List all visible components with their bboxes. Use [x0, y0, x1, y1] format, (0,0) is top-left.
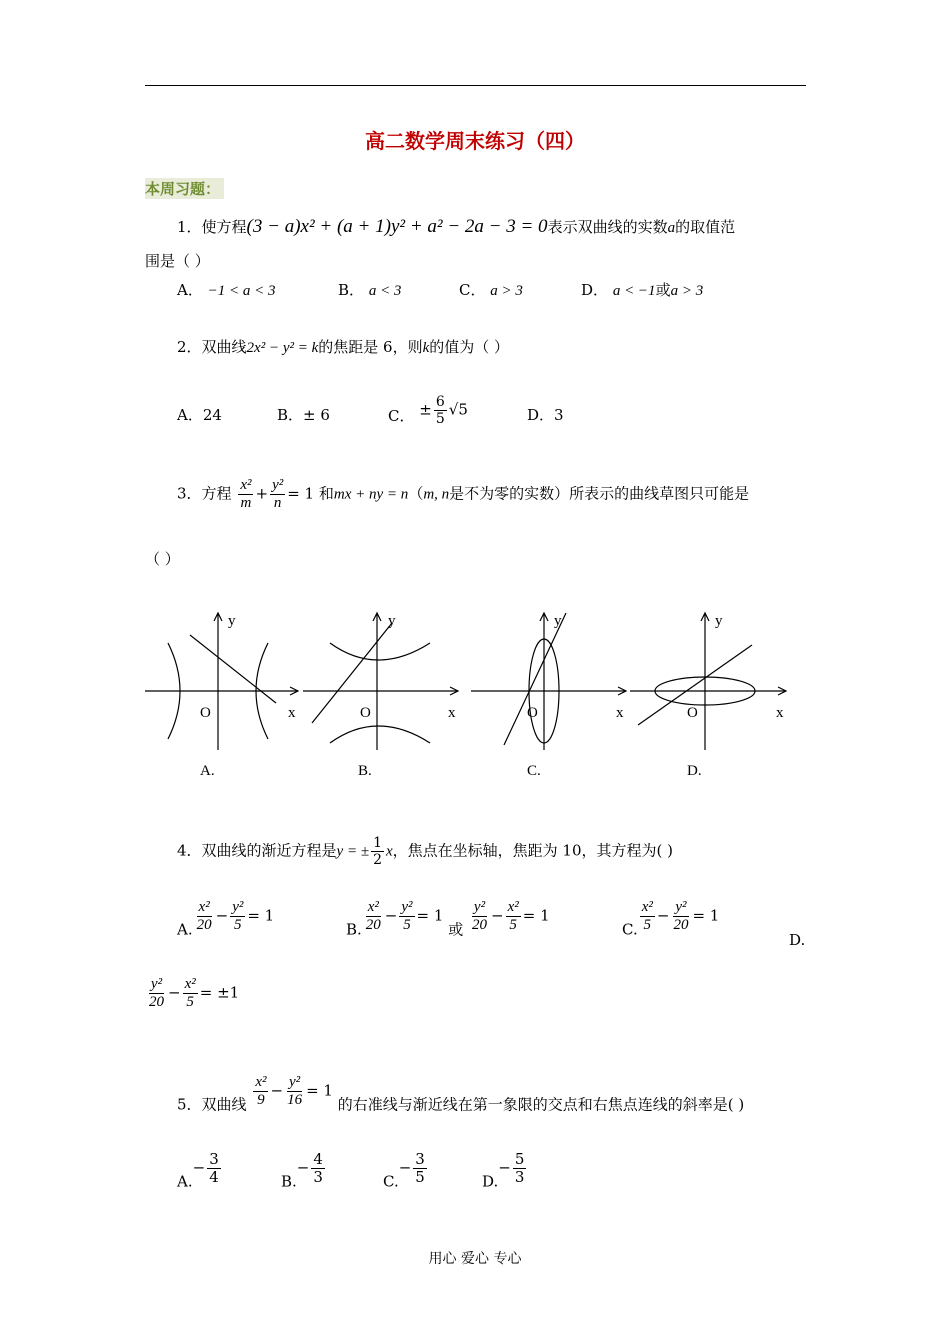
q1-option-d: [581, 280, 703, 301]
q3-equation2: mx + ny = n: [333, 486, 409, 503]
q2-suffix: 的值为（ ）: [429, 338, 510, 356]
q4-a-d2: 5: [234, 917, 242, 933]
q1-option-d-join: 或: [655, 281, 671, 299]
q4-c-frac1: [640, 900, 655, 933]
q5-option-c: [383, 1152, 429, 1192]
q4-b-d4: 5: [509, 917, 517, 933]
q5-option-d-frac: [513, 1152, 527, 1185]
q4-b-d2: 5: [403, 917, 411, 933]
q4-b-n4: x²: [507, 899, 519, 915]
q1-option-d-value2: a > 3: [670, 283, 704, 299]
q1-var: a: [667, 220, 676, 236]
q4-b-frac2: [399, 900, 414, 933]
q5-prefix: 5．双曲线: [177, 1095, 247, 1114]
q4-eq-frac: [371, 836, 384, 867]
graph-a-line: [190, 635, 276, 703]
q4-b-d3: 20: [472, 917, 487, 933]
q1-option-c-value: a > 3: [490, 283, 523, 299]
q4-a-n1: x²: [198, 899, 210, 915]
q3-paren-open: （: [408, 484, 424, 503]
graph-c: [471, 613, 626, 750]
q4-eq-right: x: [385, 843, 393, 860]
q4-c-d1: 5: [643, 917, 652, 933]
q2-var: k: [422, 340, 430, 356]
q5-option-c-label: C.: [383, 1172, 399, 1191]
q5-option-a-sign: −: [192, 1158, 206, 1177]
q4-b-n1: x²: [367, 899, 379, 915]
q4-b-or: 或: [448, 920, 464, 939]
q4-option-d: $\frac{\text{y²}}{20}$ − $\frac{\text{x²}}{5}$ = ±1: [149, 976, 240, 1010]
q4-b-frac3: [470, 900, 489, 933]
q3-frac1: [238, 478, 253, 511]
q5-option-a-frac: [207, 1152, 221, 1185]
q3-frac2-den: n: [273, 495, 282, 511]
q2-option-d: [527, 405, 564, 425]
q2-option-c-pm: ±: [419, 400, 432, 419]
q4-c-frac2: [671, 900, 690, 933]
q5-option-a-num: 3: [209, 1150, 219, 1168]
q1-suffix: 表示双曲线的实数: [547, 218, 668, 236]
q2-option-c-fraction: [434, 395, 447, 426]
q4-d-n1: y²: [150, 976, 163, 992]
q5-n1: x²: [255, 1074, 267, 1090]
graph-b-hyperbola-bottom: [330, 726, 430, 743]
q4-a-frac1: [195, 900, 214, 933]
q4-eq-num: 1: [373, 835, 382, 851]
q4-d-n2: x²: [184, 976, 196, 992]
graph-d-x-label: x: [776, 705, 784, 721]
q2-option-a-value: 24: [202, 406, 222, 424]
graph-b-hyperbola-top: [330, 643, 430, 660]
q5-frac2: [285, 1075, 304, 1108]
q3-frac2-num: y²: [272, 477, 284, 493]
q4-option-b-label: B.: [346, 920, 362, 939]
q4-d-d2: 5: [186, 994, 194, 1010]
q4-b-n3: y²: [473, 899, 486, 915]
q5-option-d: [482, 1152, 528, 1192]
q1-option-b: [338, 280, 401, 301]
question-2: [177, 337, 509, 358]
graph-d: [630, 613, 786, 750]
q4-b-rhs2: = 1: [522, 906, 550, 925]
q2-option-c-den: 5: [435, 411, 445, 427]
q1-option-a-label: A．: [177, 281, 203, 299]
page-footer: 用心 爱心 专心: [428, 1251, 522, 1267]
graph-b-origin-label: O: [360, 705, 371, 721]
q4-b-frac4: [506, 900, 521, 933]
graph-c-label: C.: [527, 763, 541, 779]
q4-prefix: 4．双曲线的渐近方程是: [177, 841, 337, 860]
graph-c-y-label: y: [554, 613, 562, 629]
question-3: [177, 478, 749, 511]
q5-option-d-num: 5: [514, 1150, 525, 1168]
q2-option-b: [277, 405, 330, 425]
question-5: 5．双曲线 $\frac{\text{x²}}{9}$ − $\frac{\text{y²}}{16}$ = 1 的右准线与渐近线在第一象限的交点和右焦点连线的斜率是( ): [177, 1074, 745, 1114]
q5-option-c-num: 3: [415, 1150, 425, 1168]
q1-suffix2: 的取值范: [675, 218, 736, 236]
graph-a: [145, 613, 298, 750]
graph-d-origin-label: O: [687, 705, 698, 721]
q3-and: 和: [318, 484, 334, 503]
q4-b-n2: y²: [401, 899, 413, 915]
q4-eq-left: y = ±: [336, 843, 370, 860]
q5-d2: 16: [287, 1092, 303, 1108]
q2-option-b-value: ± 6: [303, 406, 330, 424]
graph-c-x-label: x: [616, 705, 624, 721]
q2-option-c-label: C．: [388, 407, 415, 425]
q4-c-n1: x²: [641, 899, 653, 915]
q2-option-d-value: 3: [554, 406, 564, 424]
graph-a-y-label: y: [228, 613, 236, 629]
question-1-line1: [177, 217, 735, 238]
q1-option-d-value: a < −1: [612, 283, 656, 299]
q1-line2: 围是（ ）: [145, 252, 210, 270]
q5-option-d-sign: −: [498, 1158, 511, 1177]
q5-option-c-sign: −: [398, 1158, 412, 1177]
q4-b-frac1: [364, 900, 383, 933]
q1-option-b-label: B．: [338, 281, 365, 299]
q5-option-b-label: B.: [281, 1172, 297, 1191]
q4-c-rhs: = 1: [692, 906, 720, 925]
q5-suffix: 的右准线与渐近线在第一象限的交点和右焦点连线的斜率是( ): [337, 1095, 745, 1114]
top-rule: [145, 85, 806, 86]
q4-option-b: B. $\frac{\text{x²}}{20}$ − $\frac{\text{y²}}{5}$ = 1 或 $\frac{\text{y²}}{20}$ − $\frac{\text{x²}}{5}$ = 1: [346, 899, 550, 939]
q5-option-a: [177, 1152, 223, 1192]
q3-plus: +: [255, 484, 269, 503]
q3-frac2: [270, 478, 285, 511]
q1-option-d-label: D．: [581, 281, 609, 299]
q5-n2: y²: [288, 1074, 301, 1090]
graph-d-y-label: y: [715, 613, 723, 629]
graph-c-origin-label: O: [527, 705, 538, 721]
q2-option-a: [177, 405, 222, 425]
graph-b-label: B.: [358, 763, 372, 779]
graph-d-label: D.: [687, 763, 702, 779]
q4-suffix: ，焦点在坐标轴，焦距为 10，其方程为( ): [392, 841, 673, 860]
q4-d-frac2: [183, 977, 198, 1010]
q3-prefix: 3．方程: [177, 484, 232, 503]
q4-option-a: A. $\frac{\text{x²}}{20}$ − $\frac{\text{y²}}{5}$ = 1: [177, 899, 275, 939]
q3-graphs: [140, 605, 800, 795]
q2-equation: 2x² − y² = k: [246, 340, 319, 356]
q5-d1: 9: [257, 1092, 265, 1108]
graph-c-line: [504, 613, 566, 745]
q5-option-d-den: 3: [514, 1168, 525, 1186]
q5-option-a-label: A.: [177, 1172, 193, 1191]
q4-option-c-label: C.: [622, 920, 638, 939]
q5-option-c-frac: [413, 1152, 427, 1185]
q1-equation: (3 − a)x² + (a + 1)y² + a² − 2a − 3 = 0: [246, 216, 548, 237]
q2-option-c-root: √5: [448, 400, 468, 419]
q4-d-d1: 20: [149, 994, 164, 1010]
graph-a-origin-label: O: [200, 705, 211, 721]
q5-option-b-sign: −: [296, 1158, 310, 1177]
section-label: 本周习题：: [145, 178, 224, 199]
graph-b-y-label: y: [388, 613, 396, 629]
q2-option-b-label: B．: [277, 406, 304, 424]
q1-option-a-value: −1 < a < 3: [207, 283, 276, 299]
q2-option-c: [388, 386, 468, 426]
q5-option-b-num: 4: [313, 1150, 323, 1168]
q2-option-d-label: D．: [527, 406, 555, 424]
graph-b: [303, 613, 458, 750]
graph-b-line: [312, 623, 392, 723]
q1-option-b-value: a < 3: [368, 283, 402, 299]
q5-option-b-frac: [311, 1152, 325, 1185]
q5-option-a-den: 4: [209, 1168, 219, 1186]
q4-c-n2: y²: [675, 899, 687, 915]
q4-b-d1: 20: [365, 917, 381, 933]
q4-option-c: C. $\frac{\text{x²}}{5}$ − $\frac{\text{y²}}{20}$ = 1: [622, 899, 720, 939]
q4-option-a-label: A.: [177, 920, 193, 939]
q2-middle: 的焦距是 6，则: [318, 338, 423, 356]
graph-a-x-label: x: [288, 705, 296, 721]
q3-frac1-num: x²: [240, 477, 252, 493]
graph-a-label: A.: [200, 763, 215, 779]
q5-option-b-den: 3: [313, 1168, 323, 1186]
page-title: 高二数学周末练习（四）: [365, 129, 585, 153]
q2-option-c-num: 6: [435, 394, 445, 410]
q1-option-c: [459, 280, 523, 301]
q5-option-b: [281, 1152, 327, 1192]
q3-line2: （ ）: [145, 550, 180, 568]
q3-frac1-den: m: [240, 495, 252, 511]
q3-paren-text: 是不为零的实数）所表示的曲线草图只可能是: [449, 484, 750, 503]
question-4: [177, 836, 673, 867]
q5-option-c-den: 5: [415, 1168, 425, 1186]
q4-a-rhs: = 1: [247, 906, 275, 925]
q1-option-c-label: C．: [459, 281, 486, 299]
q4-b-rhs: = 1: [416, 906, 444, 925]
q2-option-a-label: A．: [177, 406, 203, 424]
q4-c-d2: 20: [673, 917, 689, 933]
q4-d-frac1: [147, 977, 166, 1010]
q4-eq-den: 2: [373, 852, 382, 868]
graph-b-x-label: x: [448, 705, 456, 721]
q3-eq-one: = 1: [287, 484, 315, 503]
q5-option-d-label: D.: [482, 1172, 499, 1191]
q1-prefix: 1．使方程: [177, 218, 247, 236]
q4-d-rhs: = ±1: [199, 983, 240, 1002]
q4-option-d-label: D.: [789, 931, 806, 949]
q4-a-n2: y²: [232, 899, 244, 915]
q5-rhs: = 1: [306, 1081, 333, 1100]
q4-a-d1: 20: [196, 917, 212, 933]
q4-a-frac2: [230, 900, 245, 933]
q3-vars: m, n: [423, 486, 450, 503]
q1-option-a: [177, 280, 276, 301]
q5-frac1: [253, 1075, 268, 1108]
q2-prefix: 2．双曲线: [177, 338, 247, 356]
